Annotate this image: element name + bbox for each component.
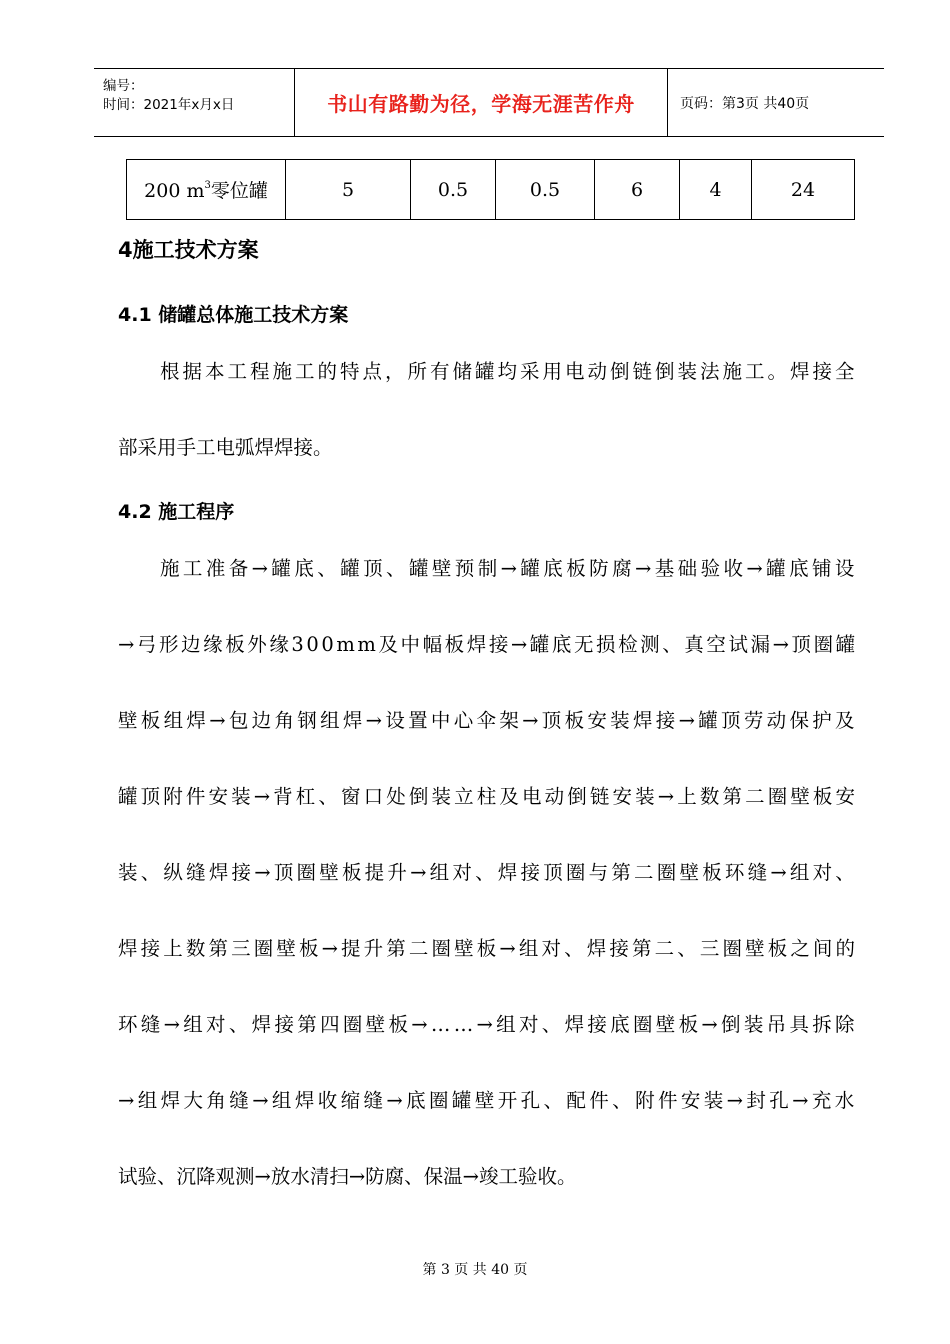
table-cell: 0.5	[496, 160, 595, 220]
table-cell: 5	[286, 160, 411, 220]
header-page-info: 页码：第3页 共40页	[680, 95, 810, 112]
page-footer: 第 3 页 共 40 页	[422, 1262, 528, 1278]
section-title: 4施工技术方案	[118, 238, 259, 262]
paragraph-line: 根据本工程施工的特点，所有储罐均采用电动倒链倒装法施工。焊接全	[160, 360, 858, 383]
subsection-title-4-2: 4.2 施工程序	[118, 501, 235, 523]
number-label: 编号：	[103, 78, 144, 94]
capacity-table	[126, 159, 855, 220]
table-cell: 0.5	[411, 160, 496, 220]
table-row	[127, 160, 855, 220]
paragraph-line: 焊接上数第三圈壁板→提升第二圈壁板→组对、焊接第二、三圈壁板之间的	[118, 937, 859, 960]
time-label: 时间：2021年x月x日	[103, 97, 235, 113]
paragraph-line: 环缝→组对、焊接第四圈壁板→……→组对、焊接底圈壁板→倒装吊具拆除	[118, 1013, 858, 1036]
paragraph-line: 部采用手工电弧焊焊接。	[118, 436, 333, 459]
table-cell-name: 200 $m^3$零位罐	[127, 160, 286, 220]
paragraph-line: 壁板组焊→包边角钢组焊→设置中心伞架→顶板安装焊接→罐顶劳动保护及	[118, 709, 858, 732]
paragraph-line: 试验、沉降观测→放水清扫→防腐、保温→竣工验收。	[118, 1165, 577, 1188]
paragraph-line: →组焊大角缝→组焊收缩缝→底圈罐壁开孔、配件、附件安装→封孔→充水	[118, 1089, 858, 1112]
subsection-title-4-1: 4.1 储罐总体施工技术方案	[118, 304, 349, 326]
header-meta	[94, 69, 295, 136]
table-cell: 6	[595, 160, 680, 220]
paragraph-line: 装、纵缝焊接→顶圈壁板提升→组对、焊接顶圈与第二圈壁板环缝→组对、	[118, 861, 859, 884]
table-cell: 24	[752, 160, 855, 220]
paragraph-line: 罐顶附件安装→背杠、窗口处倒装立柱及电动倒链安装→上数第二圈壁板安	[118, 785, 859, 808]
table-cell: 4	[680, 160, 752, 220]
paragraph-line: 施工准备→罐底、罐顶、罐壁预制→罐底板防腐→基础验收→罐底铺设	[160, 557, 858, 580]
paragraph-line: →弓形边缘板外缘300mm及中幅板焊接→罐底无损检测、真空试漏→顶圈罐	[118, 633, 858, 656]
header-motto: 书山有路勤为径，学海无涯苦作舟	[295, 69, 668, 136]
page-header	[94, 68, 884, 137]
